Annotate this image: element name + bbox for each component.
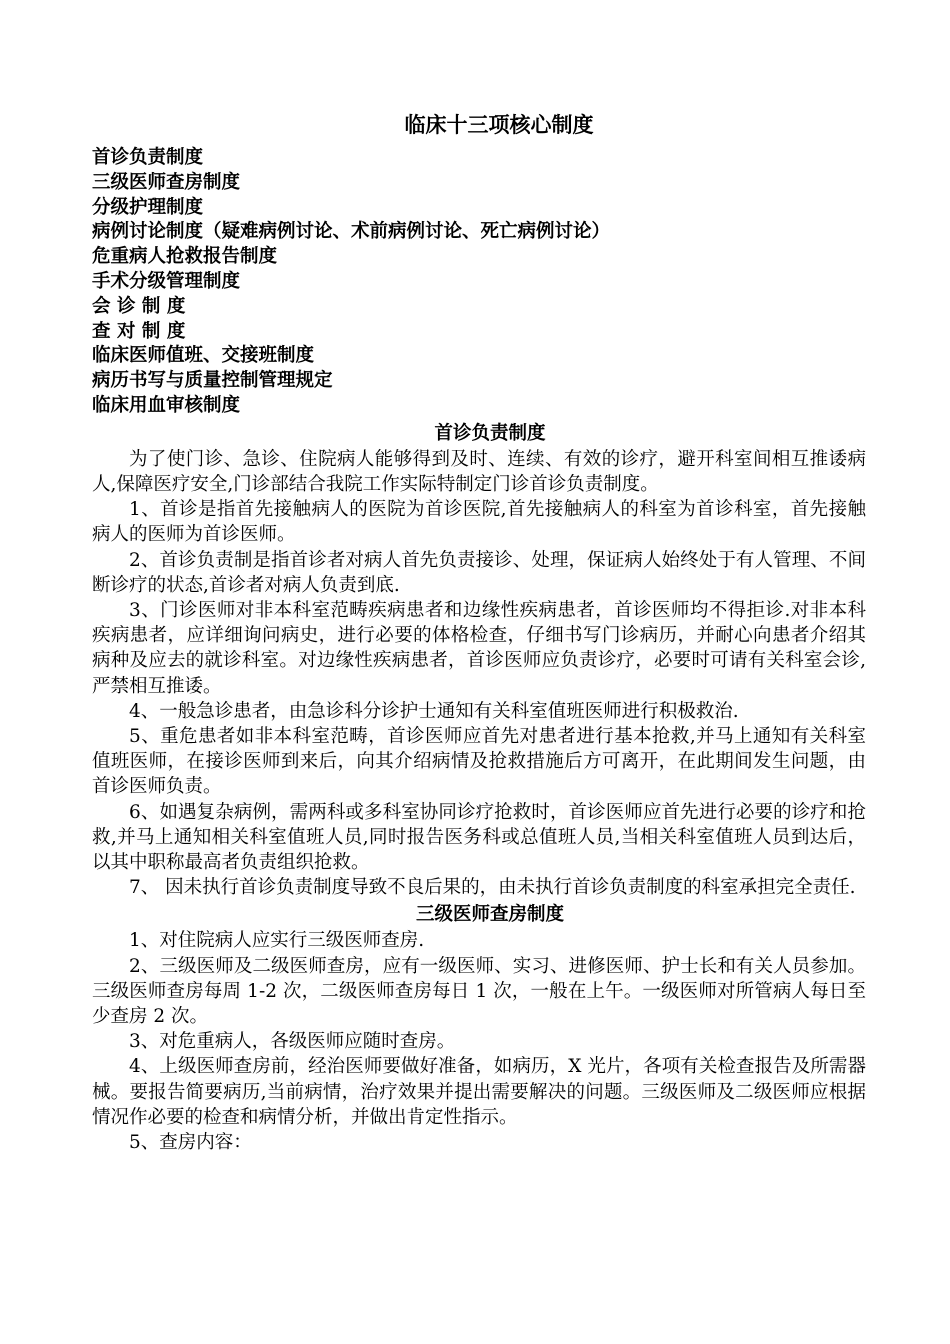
policy-list-item: 查 对 制 度: [92, 320, 186, 342]
paragraph: 4、上级医师查房前，经治医师要做好准备，如病历，X 光片，各项有关检查报告及所需器械。要报告简要病历,当前病情，治疗效果并提出需要解决的问题。三级医师及二级医师应根据情况作必要的检查和病情分析，并做出肯定性指示。: [92, 1056, 866, 1128]
paragraph: 2、首诊负责制是指首诊者对病人首先负责接诊、处理，保证病人始终处于有人管理、不间断诊疗的状态,首诊者对病人负责到底.: [92, 549, 866, 596]
paragraph: 1、对住院病人应实行三级医师查房.: [129, 930, 425, 952]
paragraph: 为了使门诊、急诊、住院病人能够得到及时、连续、有效的诊疗，避开科室间相互推诿病人,保障医疗安全,门诊部结合我院工作实际特制定门诊首诊负责制度。: [92, 448, 866, 495]
section-title: 三级医师查房制度: [415, 904, 564, 926]
policy-list-item: 首诊负责制度: [92, 147, 204, 168]
paragraph: 1、首诊是指首先接触病人的医院为首诊医院,首先接触病人的科室为首诊科室，首先接触病人的医师为首诊医师。: [92, 499, 866, 546]
section-first-visit-responsibility: [92, 421, 866, 901]
document-title: 临床十三项核心制度: [404, 113, 594, 137]
paragraph: 5、查房内容：: [129, 1132, 252, 1154]
policy-list-item: 病例讨论制度（疑难病例讨论、术前病例讨论、死亡病例讨论）: [92, 221, 611, 243]
policy-list-item: 手术分级管理制度: [92, 270, 241, 292]
paragraph: 6、如遇复杂病例，需两科或多科室协同诊疗抢救时，首诊医师应首先进行必要的诊疗和抢救,并马上通知相关科室值班人员,同时报告医务科或总值班人员,当相关科室值班人员到达后，以其中职称最高者负责组织抢救。: [92, 801, 866, 874]
policy-list-item: 临床医师值班、交接班制度: [92, 345, 315, 367]
policy-list-item: 会 诊 制 度: [92, 295, 186, 317]
paragraph: 7、 因未执行首诊负责制度导致不良后果的，由未执行首诊负责制度的科室承担完全责任.: [129, 877, 856, 899]
policy-list: [92, 146, 866, 419]
paragraph: 2、三级医师及二级医师查房，应有一级医师、实习、进修医师、护士长和有关人员参加。三级医师查房每周 1-2 次，二级医师查房每日 1 次，一般在上午。一级医师对所管病人每日至少查房 2 次。: [92, 955, 866, 1028]
document-page: [92, 108, 866, 1155]
policy-list-item: 临床用血审核制度: [92, 394, 241, 416]
policy-list-item: 危重病人抢救报告制度: [92, 246, 278, 268]
paragraph: 4、一般急诊患者，由急诊科分诊护士通知有关科室值班医师进行积极救治.: [129, 700, 739, 722]
section-title: 首诊负责制度: [434, 422, 546, 444]
policy-list-item: 分级护理制度: [92, 196, 204, 218]
policy-list-item: 病历书写与质量控制管理规定: [92, 370, 333, 392]
paragraph: 3、门诊医师对非本科室范畴疾病患者和边缘性疾病患者，首诊医师均不得拒诊.对非本科疾病患者，应详细询问病史，进行必要的体格检查，仔细书写门诊病历，并耐心向患者介绍其病种及应去的就诊科室。对边缘性疾病患者，首诊医师应负责诊疗，必要时可请有关科室会诊,严禁相互推诿。: [92, 599, 866, 697]
section-three-level-ward-rounds: [92, 902, 866, 1155]
paragraph: 5、重危患者如非本科室范畴，首诊医师应首先对患者进行基本抢救,并马上通知有关科室值班医师，在接诊医师到来后，向其介绍病情及抢救措施后方可离开，在此期间发生问题，由首诊医师负责。: [92, 726, 866, 798]
paragraph: 3、对危重病人，各级医师应随时查房。: [129, 1031, 456, 1053]
policy-list-item: 三级医师查房制度: [92, 171, 241, 193]
